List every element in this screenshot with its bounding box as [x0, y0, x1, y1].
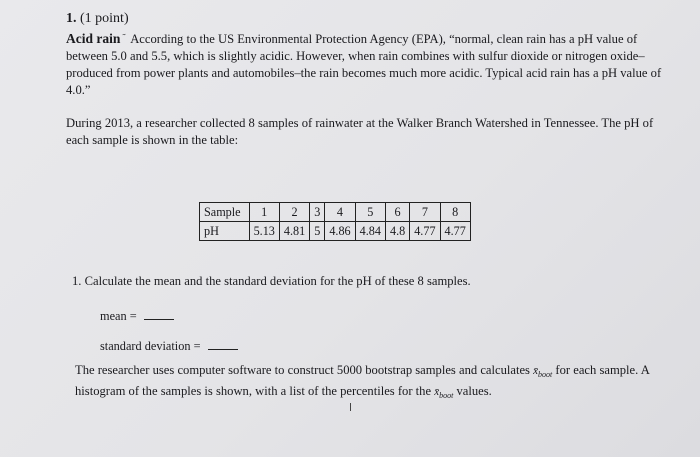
problem-points: (1 point): [80, 11, 129, 26]
sample-cell: 2: [279, 203, 309, 222]
ph-row-label: pH: [200, 222, 250, 241]
problem-header: [66, 11, 129, 27]
bootstrap-text-before: The researcher uses computer software to construct 5000 bootstrap samples and calculates: [75, 363, 530, 377]
ph-cell: 4.84: [355, 222, 385, 241]
sample-cell: 4: [325, 203, 355, 222]
sd-answer-line: [100, 339, 238, 354]
ph-cell: 4.77: [440, 222, 470, 241]
sample-cell: 8: [440, 203, 470, 222]
xboot-symbol: $x̄_{boot}$: [533, 365, 553, 380]
intro-mark: ˜: [122, 33, 126, 44]
sample-cell: 5: [355, 203, 385, 222]
sample-cell: 3: [310, 203, 325, 222]
sample-cell: 6: [385, 203, 409, 222]
bootstrap-text-after: values.: [456, 384, 492, 399]
bootstrap-paragraph: [75, 362, 665, 404]
xboot-symbol: $x̄_{boot}$: [434, 386, 454, 401]
intro-paragraph: [66, 30, 666, 99]
problem-number: 1.: [66, 11, 77, 26]
context-paragraph: During 2013, a researcher collected 8 samples of rainwater at the Walker Branch Watershed in Tennessee. The pH of each sample is shown in the table:: [66, 116, 654, 147]
mean-label: mean =: [100, 309, 137, 323]
mean-answer-blank[interactable]: [144, 309, 174, 320]
sample-cell: 7: [410, 203, 440, 222]
ph-cell: 4.8: [385, 222, 409, 241]
intro-body: According to the US Environmental Protection Agency (EPA), “normal, clean rain has a pH value of between 5.0 and 5.5, which is slightly acidic. However, when rain combines with sulfur dioxide or nitrogen oxide–produced from power plants and automobiles–the rain becomes much more acidic. Typical acid rain has a pH value of 4.0.”: [66, 32, 662, 97]
bootstrap-text-middle: for each sample. A histogram of the samples is shown, with a list of the percentiles for the: [75, 363, 650, 399]
ph-cell: 5.13: [249, 222, 279, 241]
ph-table: [199, 202, 471, 241]
sample-row-label: Sample: [200, 203, 250, 222]
sample-row: [200, 203, 471, 222]
ph-cell: 4.77: [410, 222, 440, 241]
sd-answer-blank[interactable]: [208, 339, 238, 350]
ph-row: [200, 222, 471, 241]
ph-cell: 5: [310, 222, 325, 241]
ph-cell: 4.81: [279, 222, 309, 241]
question-text: 1. Calculate the mean and the standard deviation for the pH of these 8 samples.: [72, 274, 471, 288]
mean-answer-line: [100, 309, 174, 324]
intro-title: Acid rain: [66, 31, 121, 46]
ph-cell: 4.86: [325, 222, 355, 241]
sample-cell: 1: [249, 203, 279, 222]
sd-label: standard deviation =: [100, 339, 201, 353]
text-cursor-mark: [350, 403, 351, 411]
